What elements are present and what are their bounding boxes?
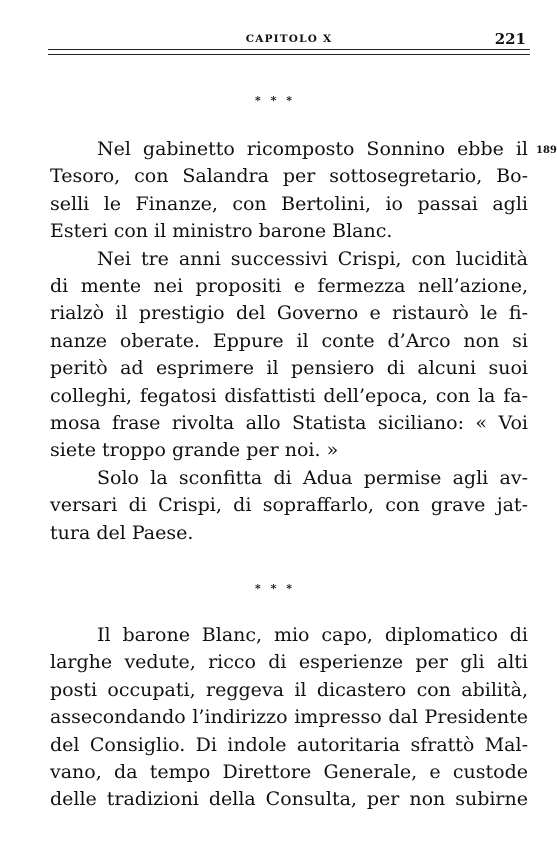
text-line: posti occupati, reggeva il dicastero con abilità, bbox=[50, 678, 528, 701]
paragraph-4 bbox=[50, 622, 528, 814]
text-line: Solo la sconfitta di Adua permise agli av- bbox=[97, 466, 528, 489]
text-line: assecondando l’indirizzo impresso dal Presidente bbox=[50, 706, 528, 729]
text-line: Il barone Blanc, mio capo, diplomatico di bbox=[97, 624, 528, 646]
text-line: nanze oberate. Eppure il conte d’Arco non si bbox=[50, 329, 528, 352]
text-line: Nel gabinetto ricomposto Sonnino ebbe il bbox=[97, 138, 528, 160]
text-line: colleghi, fegatosi disfattisti dell’epoca, con la fa- bbox=[50, 384, 528, 407]
text-line: Nei tre anni successivi Crispi, con lucidità bbox=[97, 247, 528, 270]
text-line: larghe vedute, ricco di esperienze per gli alti bbox=[50, 651, 528, 674]
paragraph-3 bbox=[50, 465, 528, 547]
section-separator: * * * bbox=[255, 94, 295, 107]
header-rule bbox=[48, 49, 530, 55]
text-line: delle tradizioni della Consulta, per non subirne bbox=[50, 788, 528, 811]
page-number: 221 bbox=[494, 30, 526, 48]
text-line: versari di Crispi, di sopraffarlo, con grave jat- bbox=[50, 494, 528, 517]
text-line: Esteri con il ministro barone Blanc. bbox=[50, 220, 393, 243]
text-line: selli le Finanze, con Bertolini, io passai agli bbox=[50, 192, 528, 215]
text-line: mosa frase rivolta allo Statista siciliano: « Voi bbox=[50, 412, 528, 435]
text-line: siete troppo grande per noi. » bbox=[50, 439, 339, 462]
text-line: peritò ad esprimere il pensiero di alcuni suoi bbox=[50, 357, 528, 380]
text-line: Tesoro, con Salandra per sottosegretario, Bo- bbox=[50, 165, 528, 188]
text-line: rialzò il prestigio del Governo e ristaurò le fi- bbox=[50, 302, 528, 325]
paragraph-2 bbox=[50, 246, 528, 465]
text-line: tura del Paese. bbox=[50, 521, 194, 544]
text-line: del Consiglio. Di indole autoritaria sfrattò Mal- bbox=[50, 733, 528, 756]
text-line: di mente nei propositi e fermezza nell’azione, bbox=[50, 275, 528, 297]
margin-year-note: 189 bbox=[536, 145, 557, 156]
paragraph-1 bbox=[50, 136, 528, 246]
page-header bbox=[48, 30, 530, 50]
text-line: vano, da tempo Direttore Generale, e custode bbox=[50, 761, 528, 784]
running-title: CAPITOLO X bbox=[245, 33, 333, 45]
section-separator: * * * bbox=[255, 582, 295, 595]
